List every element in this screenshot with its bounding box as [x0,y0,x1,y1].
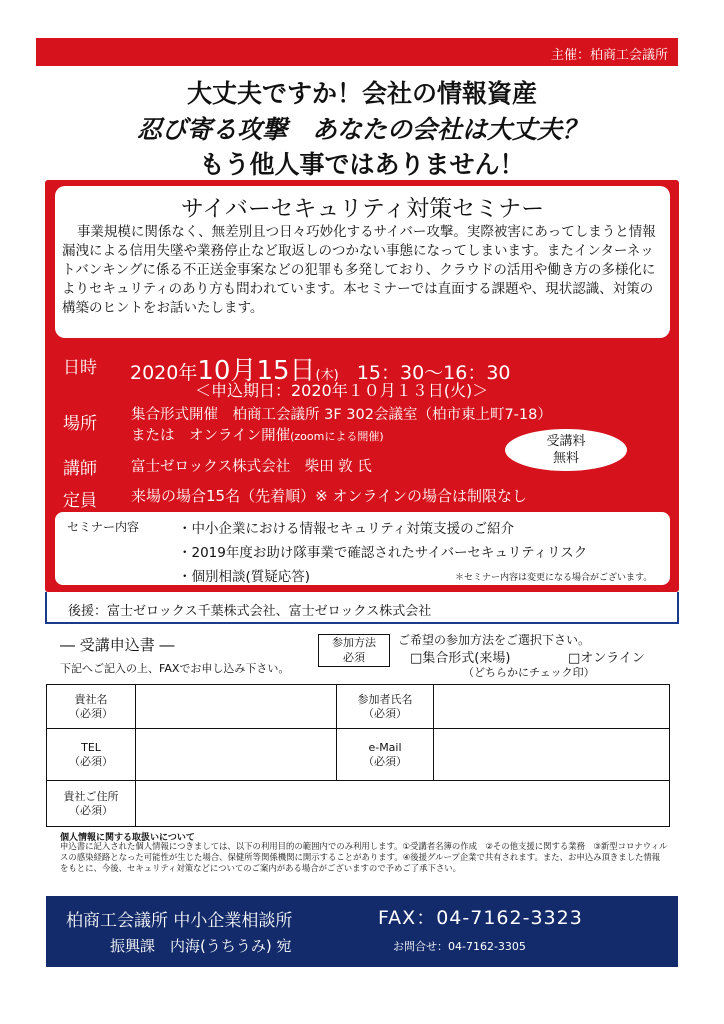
place-online-note: (zoomによる開催) [290,430,384,443]
fee-badge [505,429,627,471]
privacy-title: 個人情報に関する取扱いについて [60,833,195,843]
footer-inquiry: お問合せ：04-7162-3305 [393,940,526,953]
fee-value: 無料 [552,451,579,466]
seminar-intro: 事業規模に関係なく、無差別且つ日々巧妙化するサイバー攻撃。実際被害にあってしまうと情報漏洩による信用失墜や業務停止など取返しのつかない事態になってしまいます。またインターネットバンキングに係る不正送金事案などの犯罪も多発しており、クラウドの活用や働き方の多様化によりセキュリティのあり方も問われています。本セミナーでは直面する課題や、現状認識、対策の構築のヒントをお話いたします。 [62,224,656,316]
host-text: 主催：柏商工会議所 [550,48,668,63]
seminar-title: サイバーセキュリティ対策セミナー [180,196,545,222]
fee-label: 受講料 [546,434,586,449]
speaker-label: 講師 [63,459,97,479]
footer-fax: FAX：04-7162-3323 [378,907,583,929]
attendee-header: 参加者氏名 （必須） [337,685,434,729]
place-line-1: 集合形式開催 柏商工会議所 3F 302会議室（柏市東上町7-18） [131,407,552,423]
option-online-checkbox[interactable]: □オンライン [568,651,645,666]
privacy-text: 申込書に記入された個人情報につきましては、以下の利用目的の範囲内でのみ利用します。①受講者名簿の作成 ②その他支援に関する業務 ③新型コロナウィルスの感染経路となった可能性が生じた場合、保健所等関係機関に開示することがあります。④後援グループ企業で共有されます。また、お申込み頂きました情報をもとに、今後、セキュリティ対策などについてのご案内がある場合がございますので予めご了承下さい。 [60,841,668,873]
method-required-box [318,634,390,667]
content-item: ・中小企業における情報セキュリティ対策支援のご紹介 [178,521,515,537]
company-header: 貴社名 （必須） [47,685,136,729]
contents-note: ＊セミナー内容は変更になる場合がございます。 [455,573,653,583]
place-line-2 [131,424,384,445]
capacity: 来場の場合15名（先着順）※ オンラインの場合は制限なし [131,487,527,505]
method-note: （どちらかにチェック印） [463,666,595,679]
speaker: 富士ゼロックス株式会社 柴田 敦 氏 [131,459,372,475]
tel-field[interactable] [136,729,337,781]
address-field[interactable] [136,781,670,827]
form-subtitle: 下記へご記入の上、FAXでお申し込み下さい。 [60,662,290,675]
email-field[interactable] [434,729,670,781]
footer-dept: 振興課 内海(うちうみ) 宛 [110,937,292,955]
date-time: 15：30〜16：30 [356,362,511,384]
content-item: ・2019年度お助け隊事業で確認されたサイバーセキュリティリスク [178,545,588,561]
place-label: 場所 [63,414,97,434]
deadline: ＜申込期日：2020年１０月１３日(火)＞ [195,381,489,400]
tel-header: TEL （必須） [47,729,136,781]
application-table [46,684,670,827]
attendee-field[interactable] [434,685,670,729]
contents-label: セミナー内容 [67,520,140,534]
headline-line-1: 大丈夫ですか！会社の情報資産 [186,79,537,108]
host-banner [36,38,678,66]
date-month-day: 10月15日 [197,356,316,386]
email-header: e-Mail （必須） [337,729,434,781]
option-onsite-checkbox[interactable]: □集合形式(来場) [410,651,511,666]
date-year: 2020年 [130,362,198,384]
sponsor: 後援：富士ゼロックス千葉株式会社、富士ゼロックス株式会社 [68,604,432,619]
company-field[interactable] [136,685,337,729]
method-box-required: 必須 [343,651,365,664]
method-prompt: ご希望の参加方法をご選択下さい。 [398,633,591,647]
date-label: 日時 [63,358,97,378]
place-online: または オンライン開催 [131,428,291,444]
capacity-label: 定員 [63,491,97,511]
headline-line-3: もう他人事ではありません！ [199,150,525,179]
date-weekday: (木) [315,368,339,383]
method-box-label: 参加方法 [332,636,376,649]
form-title: ― 受講申込書 ― [60,636,175,654]
content-item: ・個別相談(質疑応答) [178,569,311,585]
address-header: 貴社ご住所 （必須） [47,781,136,827]
footer-org: 柏商工会議所 中小企業相談所 [66,911,293,931]
headline-line-2: 忍び寄る攻撃 あなたの会社は大丈夫？ [136,115,587,144]
